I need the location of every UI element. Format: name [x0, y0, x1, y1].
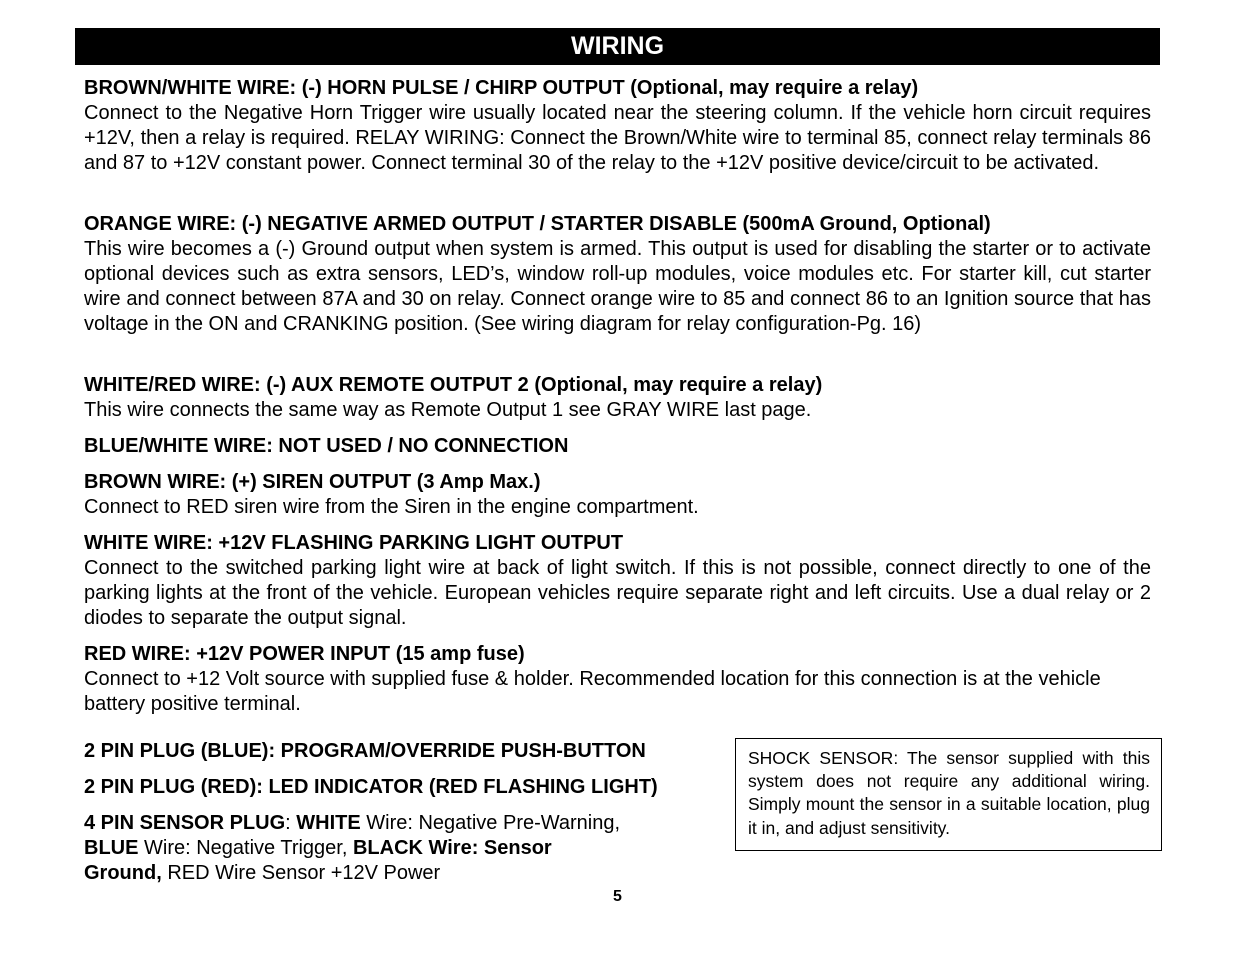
shock-sensor-note: SHOCK SENSOR: The sensor supplied with this system does not require any additional wiring. Simply mount the sensor in a suitable location, plug it in, and adjust sensitivity.: [735, 738, 1162, 851]
section-body: This wire connects the same way as Remote Output 1 see GRAY WIRE last page.: [84, 399, 812, 421]
blue-wire-text: Wire: Negative Trigger,: [138, 837, 353, 859]
red-wire-text: RED Wire Sensor +12V Power: [161, 862, 441, 884]
section-heading: BLUE/WHITE WIRE: NOT USED / NO CONNECTION: [84, 435, 569, 457]
blue-wire-label: BLUE: [84, 837, 139, 859]
led-plug-heading: 2 PIN PLUG (RED): LED INDICATOR (RED FLASHING LIGHT): [84, 776, 658, 798]
white-wire-text: Wire: Negative Pre-Warning,: [360, 812, 621, 834]
section-brown-white-wire: [84, 76, 1151, 176]
page-number: 5: [613, 888, 622, 905]
white-wire-label: WHITE: [296, 812, 361, 834]
program-plug-heading: 2 PIN PLUG (BLUE): PROGRAM/OVERRIDE PUSH-BUTTON: [84, 740, 646, 762]
sensor-plug-line: [84, 836, 620, 861]
section-red-wire: [84, 642, 1151, 717]
sensor-plug-colon: :: [285, 812, 297, 834]
section-heading: BROWN/WHITE WIRE: (-) HORN PULSE / CHIRP OUTPUT (Optional, may require a relay): [84, 77, 919, 99]
sensor-plug-line: [84, 811, 620, 836]
section-white-red-wire: [84, 373, 1151, 423]
page-title: WIRING: [75, 28, 1160, 65]
section-heading: WHITE/RED WIRE: (-) AUX REMOTE OUTPUT 2 (Optional, may require a relay): [84, 374, 823, 396]
section-orange-wire: [84, 212, 1151, 337]
black-wire-label: BLACK Wire: Sensor: [352, 837, 552, 859]
section-blue-white-wire: [84, 434, 1151, 459]
section-white-wire: [84, 531, 1151, 631]
section-body: Connect to the switched parking light wire at back of light switch. If this is not possible, connect directly to one of the parking lights at the front of the vehicle. European vehicles require separate right and left circuits. Use a dual relay or 2 diodes to separate the output signal.: [84, 557, 1151, 629]
section-body: This wire becomes a (-) Ground output when system is armed. This output is used for disabling the starter or to activate optional devices such as extra sensors, LED’s, window roll-up modules, voice modules etc. For starter kill, cut starter wire and connect between 87A and 30 on relay. Connect orange wire to 85 and connect 86 to an Ignition source that has voltage in the ON and CRANKING position. (See wiring diagram for relay configuration-Pg. 16): [84, 238, 1151, 335]
section-heading: RED WIRE: +12V POWER INPUT (15 amp fuse): [84, 643, 525, 665]
section-body: Connect to RED siren wire from the Siren in the engine compartment.: [84, 496, 699, 518]
section-body: Connect to +12 Volt source with supplied fuse & holder. Recommended location for this connection is at the vehicle battery positive terminal.: [84, 668, 1101, 715]
section-body: Connect to the Negative Horn Trigger wire usually located near the steering column. If the vehicle horn circuit requires +12V, then a relay is required. RELAY WIRING: Connect the Brown/White wire to terminal 85, connect relay terminals 86 and 87 to +12V constant power. Connect terminal 30 of the relay to the +12V positive device/circuit to be activated.: [84, 102, 1151, 174]
section-heading: WHITE WIRE: +12V FLASHING PARKING LIGHT OUTPUT: [84, 532, 624, 554]
ground-label: Ground,: [84, 862, 162, 884]
section-brown-wire: [84, 470, 1151, 520]
section-heading: BROWN WIRE: (+) SIREN OUTPUT (3 Amp Max.): [84, 471, 541, 493]
sensor-plug-line: [84, 861, 620, 886]
sensor-plug-description: [84, 811, 620, 886]
sensor-plug-label: 4 PIN SENSOR PLUG: [84, 812, 286, 834]
section-heading: ORANGE WIRE: (-) NEGATIVE ARMED OUTPUT / STARTER DISABLE (500mA Ground, Optional): [84, 213, 991, 235]
